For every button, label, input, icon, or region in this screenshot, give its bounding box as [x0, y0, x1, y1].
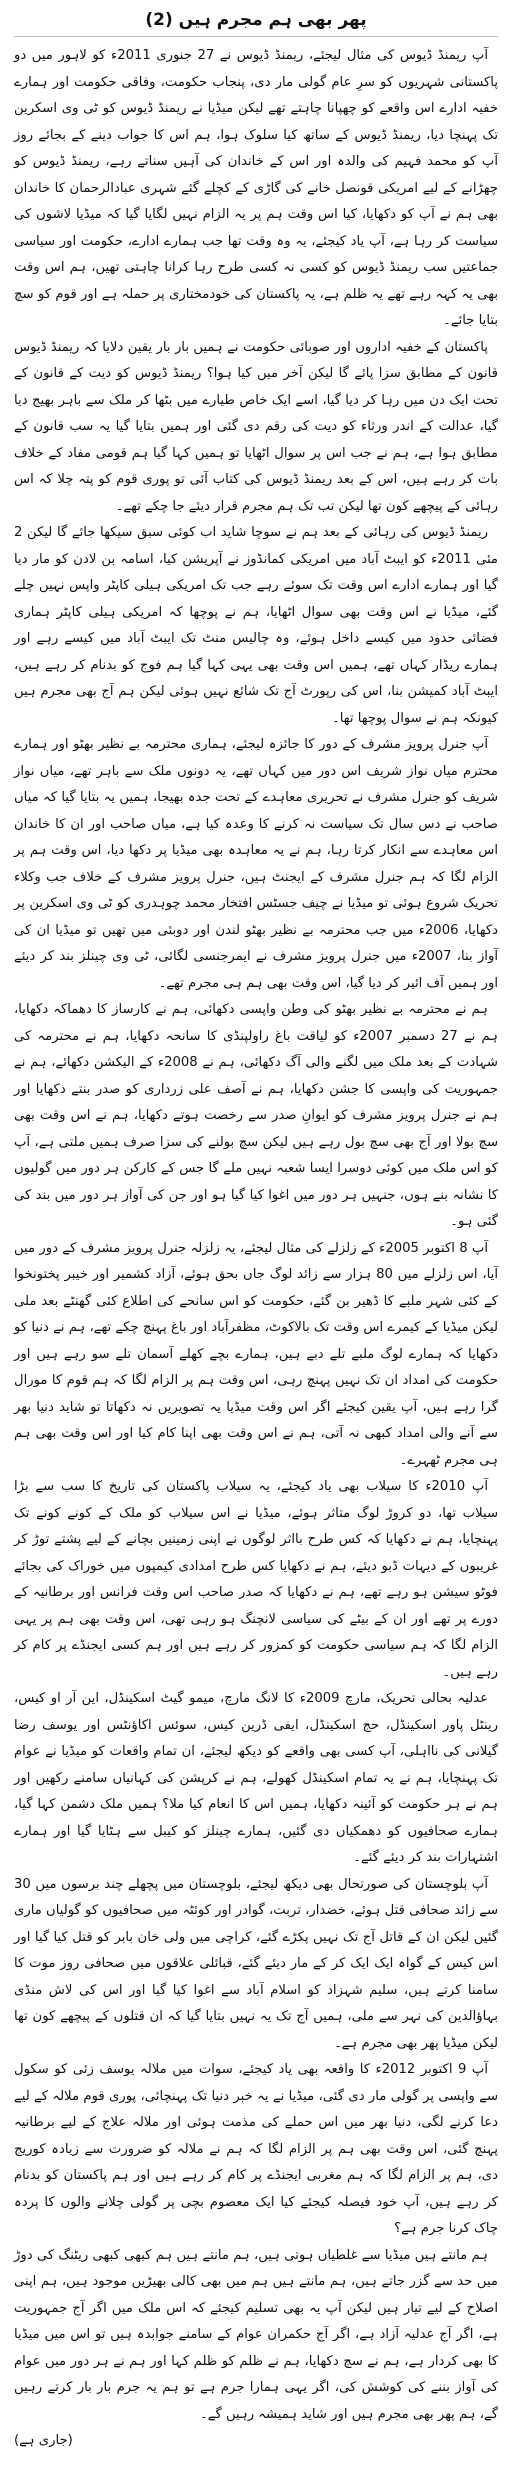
paragraph: آپ بلوچستان کی صورتحال بھی دیکھ لیجئے، بلوچستان میں پچھلے چند برسوں میں 30 سے زائد صحافی قتل ہوئے، خضدار، تربت، گوادر اور کوئٹہ میں صحافیوں کو گولیاں ماری گئیں لیکن ان کے قاتل آج تک نہیں پکڑے گئے، کراچی میں ولی خان بابر کو قتل کیا گیا اور اس کیس کے گواہ ایک ایک کر کے مار دیئے گئے، قبائلی علاقوں میں صحافی روز موت کا سامنا کرتے ہیں، سلیم شہزاد کو اسلام آباد سے اغوا کیا گیا اور اس کی لاش منڈی بہاؤالدین کی نہر سے ملی، ہمیں آج تک یہ نہیں بتایا گیا کہ ان قتلوں کے پیچھے کون تھا لیکن میڈیا پھر بھی مجرم ہے۔: [14, 1876, 498, 2051]
paragraph: آپ ریمنڈ ڈیوس کی مثال لیجئے، ریمنڈ ڈیوس نے 27 جنوری 2011ء کو لاہور میں دو پاکستانی شہریوں کو سرِ عام گولی مار دی، پنجاب حکومت، وفاقی حکومت اور ہمارے خفیہ ادارے اس واقعے کو چھپانا چاہتے تھے لیکن میڈیا نے ریمنڈ ڈیوس کو ٹی وی اسکرین تک پہنچا دیا، ریمنڈ ڈیوس کے ساتھ کیا سلوک ہوا، ہم اس کا جواب دینے کے بجائے روز آپ کو محمد فہیم کی والدہ اور اس کے خاندان کی آہیں سناتے رہے، ریمنڈ ڈیوس کو چھڑانے کے لیے امریکی قونصل خانے کی گاڑی کے کچلے گئے شہری عبادالرحمان کا خاندان بھی ہم نے آپ کو دکھایا، کیا اس وقت ہم پر یہ الزام نہیں لگایا گیا کہ میڈیا لاشوں کی سیاست کر رہا ہے، آپ یاد کیجئے، یہ وہ وقت تھا جب ہمارے ادارے، حکومت اور سیاسی جماعتیں سب ریمنڈ ڈیوس کو کسی نہ کسی طرح رہا کرانا چاہتی تھیں، ہم اس وقت بھی یہ کہہ رہے تھے یہ ظلم ہے، یہ پاکستان کی خودمختاری پر حملہ ہے اور قوم کو سچ بتایا جائے۔: [14, 48, 498, 328]
paragraph: آپ 2010ء کا سیلاب بھی یاد کیجئے، یہ سیلاب پاکستان کی تاریخ کا سب سے بڑا سیلاب تھا، دو کروڑ لوگ متاثر ہوئے، میڈیا نے اس سیلاب کو ملک کے کونے کونے تک پہنچایا، ہم نے دکھایا کہ کس طرح بااثر لوگوں نے اپنی زمینیں بچانے کے لیے پشتے توڑ کر غریبوں کے دیہات ڈبو دیئے، ہم نے دکھایا کس طرح امدادی کیمپوں میں خوراک کی بجائے فوٹو سیشن ہو رہے تھے، ہم نے دکھایا کہ صدر صاحب اس وقت فرانس اور برطانیہ کے دورے پر تھے اور ان کے بیٹے کی سیاسی لانچنگ ہو رہی تھی، اس وقت بھی ہم پر یہی الزام لگا کہ ہم سیاسی حکومت کو کمزور کر رہے ہیں اور ہم کسی ایجنڈے پر کام کر رہے ہیں۔: [14, 1479, 498, 1680]
paragraph: آپ 9 اکتوبر 2012ء کا واقعہ بھی یاد کیجئے، سوات میں ملالہ یوسف زئی کو سکول سے واپسی پر گولی مار دی گئی، میڈیا نے یہ خبر دنیا تک پہنچائی، پوری قوم ملالہ کے لیے دعا کرنے لگی، دنیا بھر میں اس حملے کی مذمت ہوئی اور ملالہ علاج کے لیے برطانیہ پہنچ گئی، اس وقت بھی ہم پر الزام لگا کہ ہم نے ملالہ کو ضرورت سے زیادہ کوریج دی، ہم پر الزام لگا کہ ہم مغربی ایجنڈے پر کام کر رہے ہیں اور ہم پاکستان کو بدنام کر رہے ہیں، آپ خود فیصلہ کیجئے کیا ایک معصوم بچی پر گولی چلانے والوں کا پردہ چاک کرنا جرم ہے؟: [14, 2062, 498, 2236]
paragraph: ہم نے محترمہ بے نظیر بھٹو کی وطن واپسی دکھائی، ہم نے کارساز کا دھماکہ دکھایا، ہم نے 27 دسمبر 2007ء کو لیاقت باغ راولپنڈی کا سانحہ دکھایا، ہم نے محترمہ کی شہادت کے بعد ملک میں لگنے والی آگ دکھائی، ہم نے 2008ء کے الیکشن دکھائے، ہم نے جمہوریت کی واپسی کا جشن دکھایا، ہم نے آصف علی زرداری کو صدر بنتے دکھایا اور ہم نے جنرل پرویز مشرف کو ایوانِ صدر سے رخصت ہوتے دکھایا، ہم نے اس وقت بھی سچ بولا اور آج بھی سچ بول رہے ہیں لیکن سچ بولنے کی سزا صرف ہمیں ملتی ہے، آپ کو اس ملک میں کوئی دوسرا ایسا شعبہ نہیں ملے گا جس کے کارکن ہر دور میں گولیوں کا نشانہ بنے ہوں، جنہیں ہر دور میں اغوا کیا گیا ہو اور جن کی آواز ہر دور میں بند کی گئی ہو۔: [14, 1002, 498, 1229]
column-body: [14, 43, 498, 2428]
paragraph: ہم مانتے ہیں میڈیا سے غلطیاں ہوتی ہیں، ہم مانتے ہیں ہم کبھی کبھی ریٹنگ کی دوڑ میں حد سے گزر جاتے ہیں، ہم مانتے ہیں ہم میں بھی کالی بھیڑیں موجود ہیں، ہم اپنی اصلاح کے لیے تیار ہیں لیکن آپ یہ بھی تسلیم کیجئے کہ اس ملک میں اگر آج جمہوریت ہے، اگر آج عدلیہ آزاد ہے، اگر آج حکمران عوام کے سامنے جوابدہ ہیں تو اس میں میڈیا کا بھی کردار ہے، ہم نے سچ دکھایا، ہم نے ظلم کو ظلم کہا اور ہم نے ہر دور میں عوام کی آواز بننے کی کوشش کی، اگر یہی ہمارا جرم ہے تو ہم یہ جرم بار بار کرتے رہیں گے، ہم پھر بھی مجرم ہیں اور شاید ہمیشہ رہیں گے۔: [14, 2247, 498, 2422]
paragraph: عدلیہ بحالی تحریک، مارچ 2009ء کا لانگ مارچ، میمو گیٹ اسکینڈل، این آر او کیس، رینٹل پاور اسکینڈل، حج اسکینڈل، ایفی ڈرین کیس، سوئس اکاؤنٹس اور یوسف رضا گیلانی کی نااہلی، آپ کسی بھی واقعے کو دیکھ لیجئے، ان تمام واقعات کو میڈیا نے عوام تک پہنچایا، ہم نے یہ تمام اسکینڈل کھولے، ہم نے کرپشن کی کہانیاں سامنے رکھیں اور ہم نے ہر حکومت کو آئینہ دکھایا، ہمیں اس کا انعام کیا ملا؟ ہمیں ملک دشمن کہا گیا، ہمارے صحافیوں کو دھمکیاں دی گئیں، ہمارے چینلز کو کیبل سے ہٹایا گیا اور ہمارے اشتہارات بند کر دیئے گئے۔: [14, 1691, 498, 1865]
paragraph: آپ 8 اکتوبر 2005ء کے زلزلے کی مثال لیجئے، یہ زلزلہ جنرل پرویز مشرف کے دور میں آیا، اس زلزلے میں 80 ہزار سے زائد لوگ جاں بحق ہوئے، آزاد کشمیر اور خیبر پختونخوا کے کئی شہر ملبے کا ڈھیر بن گئے، حکومت کو اس سانحے کی اطلاع کئی گھنٹے بعد ملی لیکن میڈیا کے کیمرے اس وقت تک بالاکوٹ، مظفرآباد اور باغ پہنچ چکے تھے، ہم نے دنیا کو دکھایا کہ ہمارے لوگ ملبے تلے دبے ہیں، ہمارے بچے کھلے آسمان تلے سو رہے ہیں اور حکومت کی امداد ان تک نہیں پہنچ رہی، اس وقت ہم پر الزام لگا کہ ہم قوم کا مورال گرا رہے ہیں، آپ یقین کیجئے اگر اس وقت میڈیا یہ تصویریں نہ دکھاتا تو شاید دنیا بھر سے آنے والی امداد کبھی نہ آتی، ہم نے اس وقت بھی اپنا کام کیا اور اس وقت بھی ہم ہی مجرم ٹھہرے۔: [14, 1240, 498, 1468]
paragraph: آپ جنرل پرویز مشرف کے دور کا جائزہ لیجئے، ہماری محترمہ بے نظیر بھٹو اور ہمارے محترم میاں نواز شریف اس دور میں کہاں تھے، یہ دونوں ملک سے باہر تھے، میاں نواز شریف کو جنرل مشرف نے تحریری معاہدے کے تحت جدہ بھیجا، ہمیں یہ بتایا گیا کہ میاں صاحب نے دس سال تک سیاست نہ کرنے کا وعدہ کیا ہے، میاں صاحب اور ان کا خاندان اس معاہدے سے انکار کرتا رہا، ہم نے یہ معاہدہ بھی میڈیا پر دکھا دیا، اس وقت ہم پر الزام لگا کہ ہم جنرل مشرف کے ایجنٹ ہیں، جنرل پرویز مشرف کے خلاف جب وکلاء تحریک شروع ہوئی تو میڈیا نے چیف جسٹس افتخار محمد چوہدری کو ٹی وی اسکرین پر دکھایا، 2006ء میں جب محترمہ بے نظیر بھٹو لندن اور دوبئی میں تھیں تو میڈیا ان کی آواز بنا، 2007ء میں جنرل پرویز مشرف نے ایمرجنسی لگائی، ٹی وی چینلز بند کر دیئے اور ہمیں آف ائیر کر دیا گیا، اس وقت بھی ہم ہی مجرم تھے۔: [14, 737, 499, 991]
column-title: پھر بھی ہم مجرم ہیں (2): [14, 8, 498, 37]
paragraph: ریمنڈ ڈیوس کی رہائی کے بعد ہم نے سوچا شاید اب کوئی سبق سیکھا جائے گا لیکن 2 مئی 2011ء کو ایبٹ آباد میں امریکی کمانڈوز نے آپریشن کیا، اسامہ بن لادن کو مار دیا گیا اور ہمارے ادارے اس وقت تک سوئے رہے جب تک امریکی ہیلی کاپٹر واپس نہیں چلے گئے، میڈیا نے اس وقت بھی سوال اٹھایا، ہم نے پوچھا کہ امریکی ہیلی کاپٹر ہماری فضائی حدود میں کیسے داخل ہوئے، وہ چالیس منٹ تک ایبٹ آباد میں کیسے رہے اور ہمارے ریڈار کہاں تھے، ہمیں اس وقت بھی یہی کہا گیا ہم فوج کو بدنام کر رہے ہیں، ایبٹ آباد کمیشن بنا، اس کی رپورٹ آج تک شائع نہیں ہوئی لیکن ہم آج بھی مجرم ہیں کیونکہ ہم نے سوال پوچھا تھا۔: [14, 525, 498, 726]
paragraph: پاکستان کے خفیہ اداروں اور صوبائی حکومت نے ہمیں بار بار یقین دلایا کہ ریمنڈ ڈیوس قانون کے مطابق سزا پائے گا لیکن آخر میں کیا ہوا؟ ریمنڈ ڈیوس کو دیت کے قانون کے تحت ایک دن میں رہا کر دیا گیا، اسے ایک خاص طیارے میں بٹھا کر ملک سے باہر بھیج دیا گیا، عدالت کے اندر ورثاء کو دیت کی رقم دی گئی اور ہمیں بتایا گیا یہ سب قانون کے مطابق ہوا ہے، ہم نے جب اس پر سوال اٹھایا تو ہمیں کہا گیا ہم قومی مفاد کے خلاف بات کر رہے ہیں، اس کے بعد ریمنڈ ڈیوس کی کتاب آئی تو پوری قوم کو پتہ چلا کہ اس رہائی کے پیچھے کون تھا لیکن تب تک ہم مجرم قرار دیئے جا چکے تھے۔: [14, 339, 498, 514]
continuation-note: (جاری ہے): [14, 2433, 73, 2448]
